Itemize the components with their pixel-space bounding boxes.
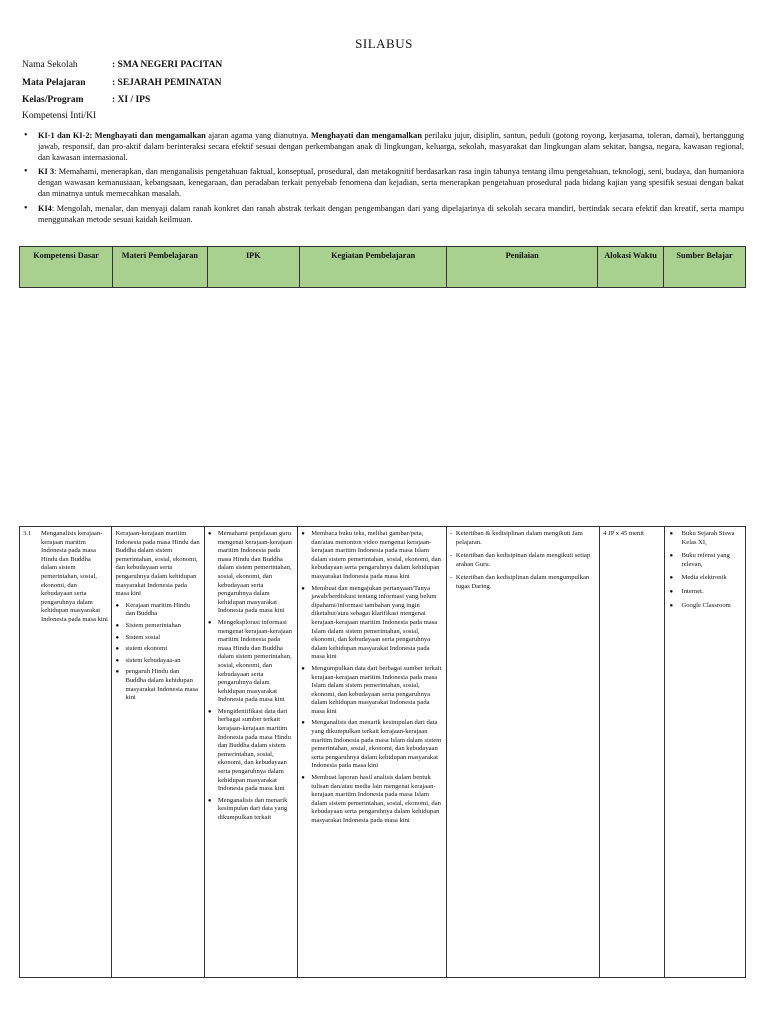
ki-item-3 <box>22 166 744 199</box>
header-kompetensi-dasar: Kompetensi Dasar <box>20 247 113 288</box>
info-label: Mata Pelajaran <box>22 78 86 88</box>
cell-kegiatan <box>298 527 447 978</box>
list-item: ● Buku refensi yang relevan, <box>668 552 743 569</box>
cell-materi <box>112 527 204 978</box>
list-item: ● Mengumpulkan data dari berbagai sumber terkait kerajaan-kerajaan maritim Indonesia pada masa Islam dalam sistem pemerintahan, sosial, ekonomi, dan kebudayaan serta pengaruhnya dalam kehidupan masyarakat Indonesia pada masa kini <box>301 665 443 717</box>
list-item: ● Membuat dan mengajukan pertanyaan/Tanya jawab/berdiskusi tentang informasi yang belum dipahami/informasi tambahan yang ingin diketahui/atau sebagai klarifikasi mengenai kerajaan-kerajaan maritim Indonesia pada masa Islam dalam sistem pemerintahan, sosial, ekonomi, dan kebudayaan serta pengaruhnya dalam kehidupan masyarakat Indonesia pada masa kini <box>301 585 443 662</box>
header-penilaian: Penilaian <box>447 247 598 288</box>
info-value: : XI / IPS <box>112 95 151 105</box>
list-item: - Ketertiban & kedisiplinan dalam mengikuti Jam pelajaran. <box>450 530 596 547</box>
list-item: ● Sistem pemerintahan <box>115 622 200 631</box>
list-item: ● Membaca buku teks, melihat gambar/peta, dan/atau menonton video mengenai kerajaan-kerajaan maritim Indonesia pada masa Islam dalam sistem pemerintahan, sosial, ekonomi, dan kebudayaan serta pengaruhnya dalam kehidupan masyarakat Indonesia pada masa kini <box>301 530 443 582</box>
kd-text: Menganalisis kerajaan-kerajaan maritim Indonesia pada masa Hindu dan Buddha dalam sistem pemerintahan, sosial, ekonomi, dan kebudayaan serta pengaruhnya dalam kehidupan masyarakat Indonesia pada masa kini <box>41 530 108 623</box>
list-item: ● sistem ekonomi <box>115 645 200 654</box>
syllabus-body-table <box>19 526 746 978</box>
materi-intro: Kerajaan-kerajaan maritim Indonesia pada masa Hindu dan Buddha dalam sistem pemerintahan, sosial, ekonomi, dan kebudayaan serta pengaruhnya dalam kehidupan masyarakat Indonesia pada masa kini <box>115 530 200 598</box>
bullet-icon: • <box>24 130 28 141</box>
info-row-subject <box>22 78 221 88</box>
doc-title: SILABUS <box>355 36 413 51</box>
ki-text: ajaran agama yang dianutnya. <box>205 131 311 140</box>
ki-item-4 <box>22 203 744 225</box>
list-item: ● Buku Sejarah Siswa Kelas XI, <box>668 530 743 547</box>
ki-bold: KI 3 <box>38 167 55 177</box>
list-item: ● Membuat laporan hasil analisis dalam bentuk tulisan dan/atau media lain mengenai kerajaan-kerajaan maritim Indonesia pada masa Islam dalam sistem pemerintahan, sosial, ekonomi, dan kebudayaan serta pengaruhnya dalam kehidupan masyarakat Indonesia pada masa kini <box>301 774 443 826</box>
info-label: Kelas/Program <box>22 95 84 105</box>
syllabus-header-table <box>19 246 746 288</box>
list-item: ● Kerajaan maritim Hindu dan Buddha <box>115 602 200 619</box>
bullet-icon: • <box>24 202 28 214</box>
info-row-class <box>22 95 150 105</box>
table-row <box>20 527 746 978</box>
info-row-school <box>22 60 222 70</box>
list-item: ● Sistem sosial <box>115 634 200 643</box>
list-item: ● Mengidentifikasi data dari berbagai sumber terkait kerajaan-kerajaan maritim Indonesia pada masa Hindu dan Buddha dalam sistem pemerintahan, sosial, ekonomi, dan kebudayaan serta pengaruhnya dalam kehidupan masyarakat Indonesia pada masa kini <box>208 708 294 794</box>
list-item: ● Memahami penjelasan guru mengenai kerajaan-kerajaan maritim Indonesia pada masa Hindu dan Buddha dalam sistem pemerintahan, sosial, ekonomi, dan kebudayaan serta pengaruhnya dalam kehidupan masyarakat Indonesia pada masa kini <box>208 530 294 616</box>
list-item: ● Mengeksplorasi informasi mengenai kerajaan-kerajaan maritim Indonesia pada masa Hindu dan Buddha dalam sistem pemerintahan, sosial, ekonomi, dan kebudayaan serta pengaruhnya dalam kehidupan masyarakat Indonesia pada masa kini <box>208 619 294 705</box>
header-materi: Materi Pembelajaran <box>113 247 208 288</box>
list-item: - Ketertiban dan kedisiplinan dalam mengumpulkan tugas Daring. <box>450 574 596 591</box>
ki-text: : Memahami, menerapkan, dan menganalisis pengetahuan faktual, konseptual, prosedural, dan metakognitif berdasarkan rasa ingin tahunya tentang ilmu pengetahuan, teknologi, seni, budaya, dan humaniora dengan wawasan kemanusiaan, kebangsaan, kenegaraan, dan peradaban terkait penyebab fenomena dan kejadian, serta menerapkan pengetahuan prosedural pada bidang kajian yang spesifik sesuai dengan bakat dan minatnya untuk memecahkan masalah. <box>38 167 744 199</box>
info-label: Nama Sekolah <box>22 60 78 70</box>
list-item: - Ketertiban dan kedisipinan dalam mengikuti setiap arahan Guru. <box>450 552 596 569</box>
list-item: ● Menganalisis dan menarik kesimpulan dari data yang dikumpulkan terkait <box>208 797 294 823</box>
list-item: ● Internet. <box>668 588 743 597</box>
bullet-icon: • <box>24 166 28 178</box>
info-value: : SEJARAH PEMINATAN <box>112 78 222 88</box>
header-alokasi: Alokasi Waktu <box>598 247 664 288</box>
cell-ipk <box>204 527 297 978</box>
ki-text: perilaku jujur, disiplin, santun, peduli (gotong royong, kerjasama, toleran, damai), bertanggung jawab, responsif, dan pro-aktif dalam berinteraksi secara efektif sesuai dengan perkembangan anak di lingkungan, keluarga, sekolah, masyarakat dan lingkungan alam sekitar, bangsa, negara, kawasan regional, dan kawasan internasional. <box>38 131 744 163</box>
list-item: ● Media elektronik <box>668 574 743 583</box>
ki-item-1-2 <box>22 130 744 163</box>
header-kegiatan: Kegiatan Pembelajaran <box>300 247 447 288</box>
header-ipk: IPK <box>207 247 299 288</box>
ki-bold: KI4 <box>38 203 52 213</box>
cell-penilaian <box>446 527 599 978</box>
cell-alokasi: 4 JP x 45 menit <box>600 527 664 978</box>
ki-bold: Menghayati dan mengamalkan <box>310 131 422 140</box>
ki-bold: KI-1 dan KI-2: Menghayati dan mengamalkan <box>38 131 206 140</box>
cell-kompetensi-dasar <box>20 527 112 978</box>
list-item: ● pengaruh Hindu dan Buddha dalam kehidupan masyarakat Indonesia masa kini <box>115 668 200 702</box>
info-value: : SMA NEGERI PACITAN <box>112 60 223 70</box>
list-item: ● sistem kebudayaa-an <box>115 657 200 666</box>
ki-heading: Kompetensi Inti/KI <box>22 111 97 121</box>
ki-text: : Mengolah, menalar, dan menyaji dalam ranah konkret dan ranah abstrak terkait dengan pengembangan dari yang dipelajarinya di sekolah secara mandiri, bertindak secara efektif dan kreatif, serta mampu menggunakan metode sesuai kaidah keilmuan. <box>38 203 744 224</box>
kd-number: 3.1 <box>23 530 32 537</box>
cell-sumber <box>664 527 746 978</box>
ki-list <box>22 130 744 228</box>
header-sumber: Sumber Belajar <box>664 247 746 288</box>
list-item: ● Menganalisis dan menarik kesimpulan dari data yang dikumpulkan terkait kerajaan-kerajaan maritim Indonesia pada masa Islam dalam sistem pemerintahan, sosial, ekonomi, dan kebudayaan serta pengaruhnya dalam kehidupan masyarakat Indonesia pada masa kini <box>301 719 443 771</box>
list-item: ● Google Classroom <box>668 602 743 611</box>
